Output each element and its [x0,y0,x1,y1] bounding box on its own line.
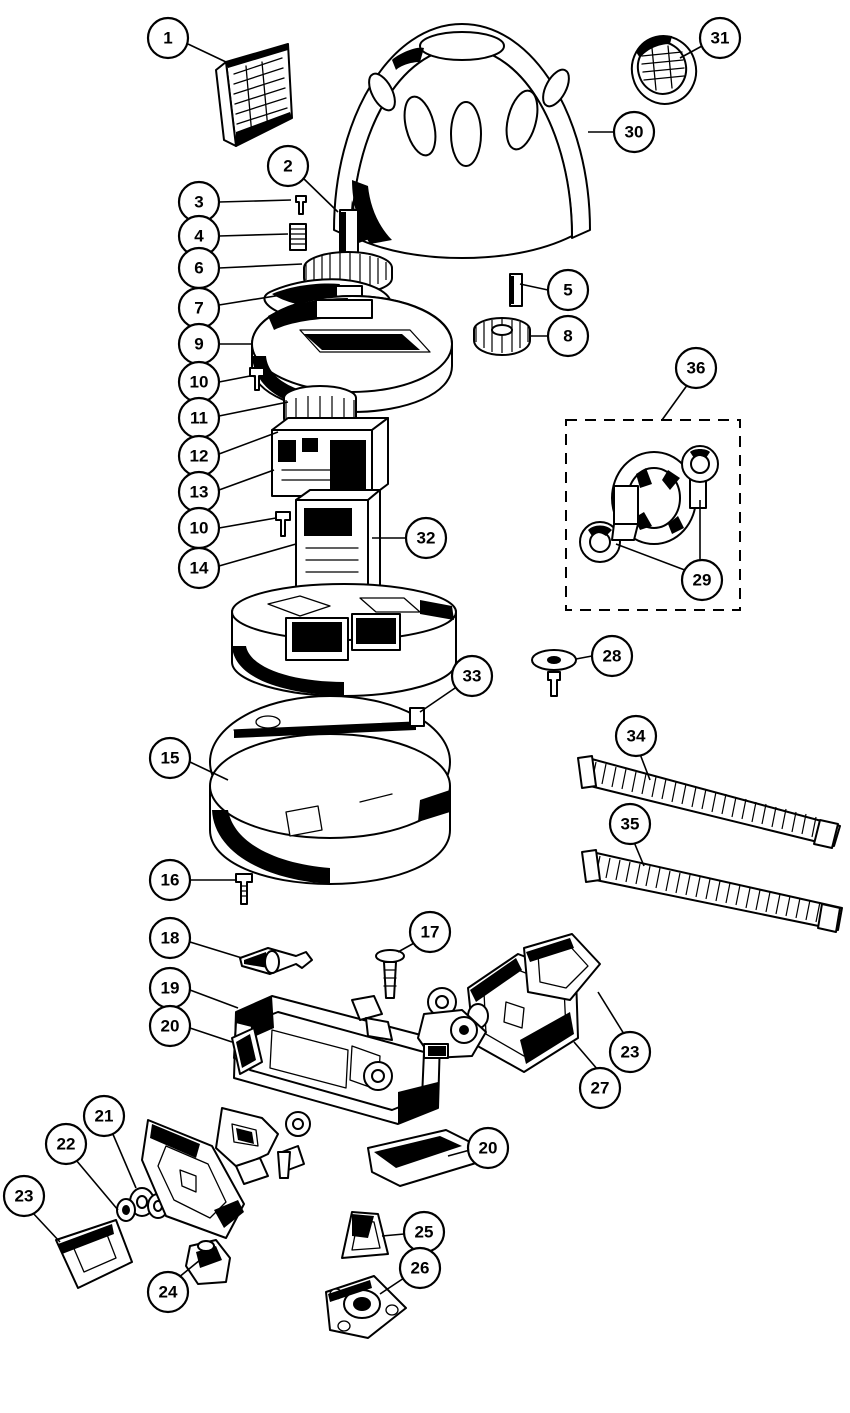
part-30-dome-cover [334,24,590,258]
callout-28[interactable] [592,636,632,676]
part-screw-small [278,1152,290,1178]
callout-label: 19 [160,978,180,998]
callout-label: 13 [189,482,209,502]
callout-32[interactable] [406,518,446,558]
part-8-drive-gear [474,318,530,355]
callout-6[interactable] [179,248,219,288]
part-28-washer-screw [532,650,576,696]
callout-36[interactable] [676,348,716,388]
callout-label: 34 [626,726,646,746]
callout-label: 18 [160,928,180,948]
callout-label: 27 [590,1078,610,1098]
callout-24[interactable] [148,1272,188,1312]
callout-9[interactable] [179,324,219,364]
part-1-filter-screen [216,44,292,146]
callout-label: 31 [710,28,730,48]
callout-22[interactable] [46,1124,86,1164]
callout-33[interactable] [452,656,492,696]
callout-29[interactable] [682,560,722,600]
callout-11[interactable] [179,398,219,438]
callout-label: 23 [14,1186,34,1206]
callout-label: 4 [194,226,204,246]
callout-1[interactable] [148,18,188,58]
callout-5[interactable] [548,270,588,310]
callout-35[interactable] [610,804,650,844]
callout-19[interactable] [150,968,190,1008]
callout-label: 32 [416,528,436,548]
part-20b-skirt-right [368,1130,486,1186]
callout-7[interactable] [179,288,219,328]
callout-27[interactable] [580,1068,620,1108]
callout-label: 20 [478,1138,498,1158]
callout-label: 2 [283,156,293,176]
callout-20b[interactable] [468,1128,508,1168]
callout-label: 24 [158,1282,178,1302]
part-23c-corner-guard-right [524,934,600,1000]
callout-label: 36 [686,358,706,378]
callout-label: 1 [163,28,173,48]
callout-13[interactable] [179,472,219,512]
callout-label: 29 [692,570,712,590]
part-19-main-body [234,996,440,1124]
callout-label: 33 [462,666,482,686]
callout-23b[interactable] [610,1032,650,1072]
callout-16[interactable] [150,860,190,900]
part-21-wheel-bracket [216,1108,310,1184]
callout-31[interactable] [700,18,740,58]
callout-25[interactable] [404,1212,444,1252]
part-18-axle [240,948,312,974]
callout-20[interactable] [150,1006,190,1046]
callout-label: 30 [624,122,644,142]
callout-label: 5 [563,280,573,300]
callout-label: 3 [194,192,204,212]
callout-34[interactable] [616,716,656,756]
callout-21[interactable] [84,1096,124,1136]
callout-label: 17 [420,922,440,942]
callout-10b[interactable] [179,508,219,548]
callout-label: 26 [410,1258,430,1278]
callout-10[interactable] [179,362,219,402]
callout-15[interactable] [150,738,190,778]
part-25-nozzle [342,1212,388,1258]
part-15-base-skirt [210,734,450,884]
callout-label: 10 [189,372,209,392]
callout-label: 16 [160,870,180,890]
callout-17[interactable] [410,912,450,952]
callout-label: 28 [602,646,622,666]
callout-12[interactable] [179,436,219,476]
callout-26[interactable] [400,1248,440,1288]
callout-14[interactable] [179,548,219,588]
callout-label: 11 [190,408,208,428]
callout-8[interactable] [548,316,588,356]
callout-label: 14 [189,558,209,578]
callout-label: 12 [189,446,209,466]
part-17-screw [376,950,404,998]
part-23b-corner-guard-left [56,1220,132,1288]
callout-label: 10 [189,518,209,538]
callout-label: 9 [194,334,204,354]
callout-label: 35 [620,814,640,834]
callout-23[interactable] [4,1176,44,1216]
part-32-chassis [232,584,456,696]
callout-label: 8 [563,326,573,346]
callout-label: 21 [94,1106,114,1126]
part-35-hose [582,850,842,932]
callout-label: 7 [194,298,204,318]
callout-label: 22 [56,1134,76,1154]
callout-18[interactable] [150,918,190,958]
callout-30[interactable] [614,112,654,152]
callout-label: 25 [414,1222,434,1242]
part-5-pin [510,274,522,306]
callout-label: 6 [194,258,204,278]
callout-label: 15 [160,748,180,768]
callout-label: 20 [160,1016,180,1036]
part-24-clip [186,1240,230,1284]
callout-2[interactable] [268,146,308,186]
callout-label: 23 [620,1042,640,1062]
part-31-vent-cap [625,29,704,110]
part-16-screw [236,874,252,904]
